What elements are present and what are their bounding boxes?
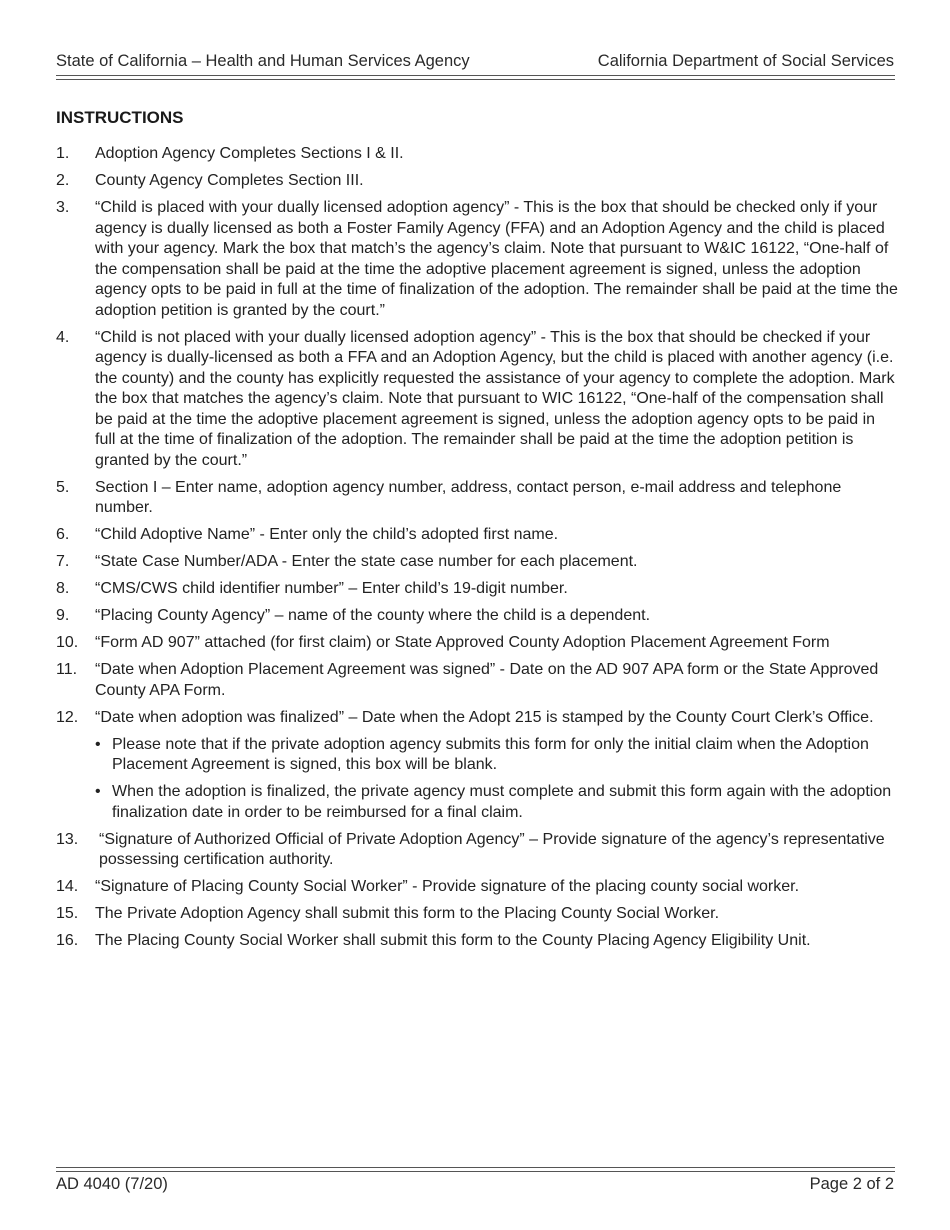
item-text: “Signature of Authorized Official of Private Adoption Agency” – Provide signature of the agency’s representative possessing certification authority. bbox=[99, 830, 885, 868]
item-text: County Agency Completes Section III. bbox=[95, 172, 364, 189]
list-item bbox=[56, 904, 898, 925]
list-item bbox=[56, 552, 898, 573]
bullet-item bbox=[95, 735, 898, 776]
item-text: The Placing County Social Worker shall submit this form to the County Placing Agency Eligibility Unit. bbox=[95, 932, 811, 949]
bullet-glyph: • bbox=[95, 783, 101, 800]
list-item bbox=[56, 708, 898, 824]
list-item bbox=[56, 144, 898, 165]
item-text: “Child Adoptive Name” - Enter only the child’s adopted first name. bbox=[95, 526, 559, 543]
item-text: “Child is placed with your dually licensed adoption agency” - This is the box that should be checked only if your agency is dually licensed as both a Foster Family Agency (FFA) and an Adoption Agency and the child is placed with your agency. Mark the box that match’s the agency’s claim. Note that pursuant to W&IC 16122, “One-half of the compensation shall be paid at the time the adoptive placement agreement is signed, unless the adoption agency opts to be paid in full at the time of finalization of the adoption. The remainder shall be paid at the time the adoption petition is granted by the court.” bbox=[95, 199, 898, 319]
item-number: 9. bbox=[56, 607, 70, 624]
bullet-text: When the adoption is finalized, the private agency must complete and submit this form again with the adoption finalization date in order to be reimbursed for a final claim. bbox=[112, 783, 892, 821]
item-number: 8. bbox=[56, 580, 70, 597]
list-item bbox=[56, 579, 898, 600]
list-item bbox=[56, 931, 898, 952]
list-item bbox=[56, 660, 898, 701]
item-number: 12. bbox=[56, 708, 79, 726]
item-number: 7. bbox=[56, 553, 70, 570]
item-number: 15. bbox=[56, 905, 79, 922]
item-number: 3. bbox=[56, 199, 70, 216]
list-item bbox=[56, 633, 898, 654]
page-header bbox=[56, 50, 894, 78]
item-text: “Signature of Placing County Social Worker” - Provide signature of the placing county social worker. bbox=[95, 878, 800, 895]
header-department: California Department of Social Services bbox=[597, 52, 894, 70]
form-number: AD 4040 (7/20) bbox=[56, 1175, 168, 1193]
footer-divider bbox=[56, 1167, 895, 1172]
item-text: Adoption Agency Completes Sections I & II. bbox=[95, 145, 404, 162]
item-text: Section I – Enter name, adoption agency number, address, contact person, e-mail address and telephone number. bbox=[95, 478, 842, 516]
list-item bbox=[56, 171, 898, 192]
item-number: 4. bbox=[56, 328, 70, 346]
instructions-list bbox=[56, 144, 898, 958]
header-divider bbox=[56, 75, 895, 80]
list-item bbox=[56, 328, 898, 472]
item-text: “Child is not placed with your dually licensed adoption agency” - This is the box that should be checked if your agency is dually-licensed as both a FFA and an Adoption Agency, but the child is placed with another agency (i.e. the county) and the county has explicitly requested the assistance of your agency to complete the adoption. Mark the box that matches the agency’s claim. Note that pursuant to WIC 16122, “One-half of the compensation shall be paid at the time the adoptive placement agreement is signed, unless the adoption agency opts to be paid in full at the time of finalization of the adoption. The remainder shall be paid at the time the adoption petition is granted by the court.” bbox=[95, 328, 895, 469]
list-item bbox=[56, 478, 898, 519]
item-text: “Date when adoption was finalized” – Date when the Adopt 215 is stamped by the County Court Clerk’s Office. bbox=[95, 708, 874, 726]
item-text: “Form AD 907” attached (for first claim) or State Approved County Adoption Placement Agreement Form bbox=[95, 634, 830, 651]
item-number: 10. bbox=[56, 634, 79, 651]
item-text: “State Case Number/ADA - Enter the state case number for each placement. bbox=[95, 553, 638, 570]
item-text: The Private Adoption Agency shall submit this form to the Placing County Social Worker. bbox=[95, 905, 720, 922]
list-item bbox=[56, 198, 898, 321]
item-number: 16. bbox=[56, 932, 79, 949]
bullet-text: Please note that if the private adoption agency submits this form for only the initial claim when the Adoption Placement Agreement is signed, this box will be blank. bbox=[112, 735, 869, 773]
item-number: 13. bbox=[56, 830, 79, 848]
item-number: 2. bbox=[56, 172, 70, 189]
list-item bbox=[56, 830, 898, 871]
list-item bbox=[56, 606, 898, 627]
item-number: 5. bbox=[56, 478, 70, 496]
item-text: “Date when Adoption Placement Agreement was signed” - Date on the AD 907 APA form or the State Approved County APA Form. bbox=[95, 661, 879, 699]
item-text: “CMS/CWS child identifier number” – Enter child’s 19-digit number. bbox=[95, 580, 568, 597]
instructions-heading: INSTRUCTIONS bbox=[56, 108, 184, 127]
item-12-bullets bbox=[95, 735, 898, 824]
item-number: 6. bbox=[56, 526, 70, 543]
list-item bbox=[56, 525, 898, 546]
page-number: Page 2 of 2 bbox=[809, 1175, 894, 1193]
header-agency: State of California – Health and Human Services Agency bbox=[56, 52, 470, 70]
bullet-item bbox=[95, 782, 898, 823]
item-text: “Placing County Agency” – name of the county where the child is a dependent. bbox=[95, 607, 651, 624]
item-number: 1. bbox=[56, 145, 70, 162]
list-item bbox=[56, 877, 898, 898]
item-number: 14. bbox=[56, 878, 79, 895]
item-number: 11. bbox=[56, 661, 78, 678]
bullet-glyph: • bbox=[95, 735, 101, 753]
